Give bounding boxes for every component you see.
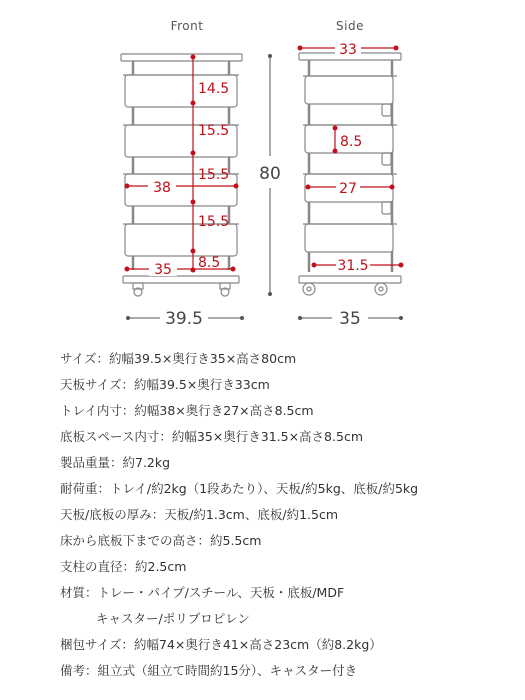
front-base-width: 35 bbox=[154, 262, 172, 278]
spec-board-thickness: 天板/底板の厚み：天板/約1.3cm、底板/約1.5cm bbox=[60, 507, 338, 522]
front-height-3: 15.5 bbox=[198, 167, 230, 183]
spec-size: サイズ：約幅39.5×奥行き35×高さ80cm bbox=[60, 351, 297, 366]
front-height-2: 15.5 bbox=[198, 123, 230, 139]
spec-list bbox=[60, 346, 520, 684]
spec-top-board-size: 天板サイズ：約幅39.5×奥行き33cm bbox=[60, 377, 270, 392]
spec-notes: 備考：組立式（組立て時間約15分）、キャスター付き bbox=[60, 663, 358, 678]
front-total-width: 39.5 bbox=[165, 309, 203, 329]
spec-weight: 製品重量：約7.2kg bbox=[60, 455, 171, 470]
spec-material-caster: キャスター/ポリプロピレン bbox=[96, 611, 250, 626]
side-tray-height: 8.5 bbox=[340, 134, 363, 150]
total-height: 80 bbox=[259, 164, 281, 184]
side-top-depth: 33 bbox=[339, 42, 357, 58]
side-tray-depth: 27 bbox=[339, 181, 357, 197]
spec-tray-inner-size: トレイ内寸：約幅38×奥行き27×高さ8.5cm bbox=[60, 403, 314, 418]
front-height-5: 8.5 bbox=[198, 255, 221, 271]
front-tray-width: 38 bbox=[153, 180, 171, 196]
side-view-label: Side bbox=[336, 19, 364, 33]
spec-post-diameter: 支柱の直径：約2.5cm bbox=[60, 559, 187, 574]
dimension-diagram bbox=[0, 0, 525, 340]
side-total-depth: 35 bbox=[339, 309, 361, 329]
spec-material: 材質：トレー・パイプ/スチール、天板・底板/MDF bbox=[60, 585, 345, 600]
front-height-4: 15.5 bbox=[198, 214, 230, 230]
front-view-label: Front bbox=[170, 19, 204, 33]
front-height-1: 14.5 bbox=[198, 81, 230, 97]
spec-base-space-size: 底板スペース内寸：約幅35×奥行き31.5×高さ8.5cm bbox=[60, 429, 363, 444]
spec-load-capacity: 耐荷重：トレイ/約2kg（1段あたり）、天板/約5kg、底板/約5kg bbox=[60, 481, 419, 496]
spec-floor-clearance: 床から底板下までの高さ：約5.5cm bbox=[60, 533, 262, 548]
side-base-depth: 31.5 bbox=[337, 258, 369, 274]
spec-package-size: 梱包サイズ：約幅74×奥行き41×高さ23cm（約8.2kg） bbox=[60, 637, 382, 652]
